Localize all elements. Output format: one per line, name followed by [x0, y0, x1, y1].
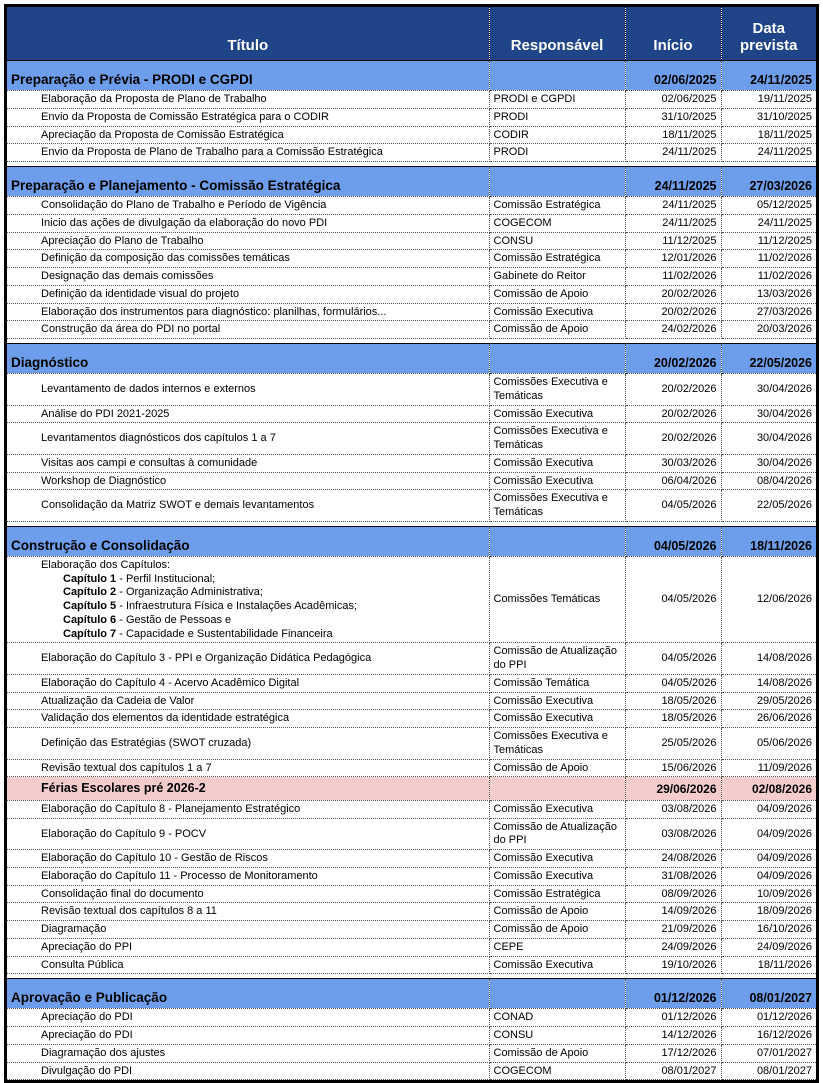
- section-prevista-date: 27/03/2026: [721, 167, 816, 197]
- section-title: Preparação e Prévia - PRODI e CGPDI: [7, 61, 489, 91]
- task-title-cell: [7, 126, 489, 144]
- start-date-cell: 15/06/2026: [625, 759, 721, 777]
- start-date-cell: 02/06/2025: [625, 91, 721, 109]
- due-date-cell: 05/06/2026: [721, 728, 816, 760]
- section-inicio-date: 20/02/2026: [625, 344, 721, 374]
- responsible-cell: [489, 777, 625, 801]
- start-date-cell: 25/05/2026: [625, 728, 721, 760]
- table-row: [7, 710, 816, 728]
- table-row: [7, 214, 816, 232]
- due-date-cell: 04/09/2026: [721, 867, 816, 885]
- schedule-table-frame: [4, 4, 819, 1083]
- start-date-cell: 29/06/2026: [625, 777, 721, 801]
- task-title-cell: [7, 285, 489, 303]
- start-date-cell: 18/11/2025: [625, 126, 721, 144]
- due-date-cell: 31/10/2025: [721, 108, 816, 126]
- task-title-cell: [7, 956, 489, 974]
- table-row: [7, 800, 816, 818]
- due-date-cell: 04/09/2026: [721, 850, 816, 868]
- table-row: [7, 1044, 816, 1062]
- start-date-cell: 24/09/2026: [625, 938, 721, 956]
- due-date-cell: 18/09/2026: [721, 903, 816, 921]
- task-title-text: Atualização da Cadeia de Valor: [41, 694, 195, 707]
- chapter-label: Capítulo 1: [63, 572, 117, 585]
- responsible-cell: Comissões Executiva e Temáticas: [489, 728, 625, 760]
- task-title-text: Construção da área do PDI no portal: [41, 323, 221, 336]
- responsible-cell: CONSU: [489, 1027, 625, 1045]
- section-header-row: [7, 344, 816, 374]
- task-title-cell: [7, 818, 489, 850]
- responsible-cell: Comissões Executiva e Temáticas: [489, 490, 625, 522]
- schedule-table: [7, 7, 816, 1080]
- task-title-cell: [7, 867, 489, 885]
- section-responsavel-empty: [489, 526, 625, 556]
- task-title-cell: [7, 556, 489, 643]
- task-title-text: Apreciação do Plano de Trabalho: [41, 234, 204, 247]
- table-row: [7, 643, 816, 675]
- due-date-cell: 13/03/2026: [721, 285, 816, 303]
- start-date-cell: 20/02/2026: [625, 405, 721, 423]
- due-date-cell: 04/09/2026: [721, 818, 816, 850]
- responsible-cell: Gabinete do Reitor: [489, 268, 625, 286]
- task-title-text: Apreciação do PPI: [41, 940, 133, 953]
- chapter-label: Capítulo 5: [63, 600, 117, 612]
- task-title-cell: [7, 91, 489, 109]
- section-inicio-date: 24/11/2025: [625, 167, 721, 197]
- start-date-cell: 12/01/2026: [625, 250, 721, 268]
- responsible-cell: Comissão Estratégica: [489, 250, 625, 268]
- start-date-cell: 31/10/2025: [625, 108, 721, 126]
- due-date-cell: 26/06/2026: [721, 710, 816, 728]
- responsible-cell: COGECOM: [489, 214, 625, 232]
- task-title-text: Consulta Pública: [41, 958, 124, 971]
- task-title-line: [41, 600, 486, 614]
- task-title-cell: [7, 232, 489, 250]
- due-date-cell: 18/11/2026: [721, 956, 816, 974]
- responsible-cell: Comissões Temáticas: [489, 556, 625, 643]
- task-title-text: Elaboração do Capítulo 11 - Processo de Monitoramento: [41, 869, 318, 882]
- table-row: [7, 321, 816, 339]
- task-title-cell: [7, 454, 489, 472]
- start-date-cell: 20/02/2026: [625, 423, 721, 455]
- due-date-cell: 08/01/2027: [721, 1062, 816, 1080]
- table-row: [7, 423, 816, 455]
- start-date-cell: 24/11/2025: [625, 197, 721, 215]
- section-prevista-date: 24/11/2025: [721, 61, 816, 91]
- start-date-cell: 24/11/2025: [625, 214, 721, 232]
- task-title-cell: [7, 938, 489, 956]
- start-date-cell: 11/12/2025: [625, 232, 721, 250]
- task-title-cell: [7, 777, 489, 801]
- task-title-cell: [7, 710, 489, 728]
- column-header-row: [7, 7, 816, 61]
- responsible-cell: Comissão de Apoio: [489, 285, 625, 303]
- start-date-cell: 04/05/2026: [625, 643, 721, 675]
- task-title-cell: [7, 250, 489, 268]
- section-header-row: [7, 979, 816, 1009]
- task-title-text: Consolidação da Matriz SWOT e demais levantamentos: [41, 499, 315, 512]
- table-row: [7, 405, 816, 423]
- table-row: [7, 374, 816, 406]
- start-date-cell: 08/01/2027: [625, 1062, 721, 1080]
- task-title-text: Inicio das ações de divulgação da elaboração do novo PDI: [41, 216, 328, 229]
- task-title-line: [41, 586, 486, 600]
- due-date-cell: 22/05/2026: [721, 490, 816, 522]
- table-row: [7, 903, 816, 921]
- section-title: Aprovação e Publicação: [7, 979, 489, 1009]
- due-date-cell: 16/10/2026: [721, 921, 816, 939]
- task-title-cell: [7, 423, 489, 455]
- task-title-text: Elaboração dos Capítulos:: [41, 558, 171, 571]
- responsible-cell: CONSU: [489, 232, 625, 250]
- task-title-text: Elaboração dos instrumentos para diagnóstico: planilhas, formulários...: [41, 305, 387, 318]
- task-title-cell: [7, 490, 489, 522]
- task-title-text: Elaboração do Capítulo 3 - PPI e Organização Didática Pedagógica: [41, 652, 372, 665]
- section-responsavel-empty: [489, 979, 625, 1009]
- table-row: [7, 818, 816, 850]
- task-title-text: Elaboração do Capítulo 4 - Acervo Acadêmico Digital: [41, 676, 300, 689]
- table-row: [7, 867, 816, 885]
- task-title-text: Férias Escolares pré 2026-2: [41, 781, 206, 796]
- due-date-cell: 29/05/2026: [721, 692, 816, 710]
- table-row: [7, 692, 816, 710]
- start-date-cell: 24/08/2026: [625, 850, 721, 868]
- due-date-cell: 24/09/2026: [721, 938, 816, 956]
- task-title-text: - Capacidade e Sustentabilidade Financeira: [116, 627, 333, 640]
- due-date-cell: 27/03/2026: [721, 303, 816, 321]
- start-date-cell: 01/12/2026: [625, 1009, 721, 1027]
- responsible-cell: Comissão Temática: [489, 674, 625, 692]
- responsible-cell: Comissão Executiva: [489, 454, 625, 472]
- due-date-cell: 30/04/2026: [721, 405, 816, 423]
- task-title-cell: [7, 303, 489, 321]
- table-row: [7, 674, 816, 692]
- task-title-text: Levantamentos diagnósticos dos capítulos 1 a 7: [41, 432, 276, 445]
- responsible-cell: CONAD: [489, 1009, 625, 1027]
- section-header-row: [7, 61, 816, 91]
- responsible-cell: Comissão Estratégica: [489, 885, 625, 903]
- task-title-cell: [7, 144, 489, 162]
- task-title-line: [41, 628, 486, 642]
- task-title-text: Designação das demais comissões: [41, 270, 214, 282]
- responsible-cell: CEPE: [489, 938, 625, 956]
- task-title-cell: [7, 268, 489, 286]
- task-title-cell: [7, 759, 489, 777]
- section-header-row: [7, 526, 816, 556]
- start-date-cell: 24/02/2026: [625, 321, 721, 339]
- task-title-line: [41, 559, 486, 573]
- section-title: Preparação e Planejamento - Comissão Estratégica: [7, 167, 489, 197]
- table-row: [7, 126, 816, 144]
- start-date-cell: 30/03/2026: [625, 454, 721, 472]
- column-header-data-prevista: Data prevista: [721, 7, 816, 61]
- task-title-text: Revisão textual dos capítulos 1 a 7: [41, 761, 212, 774]
- task-title-cell: [7, 214, 489, 232]
- table-row: [7, 938, 816, 956]
- task-title-text: Envio da Proposta de Comissão Estratégica para o CODIR: [41, 110, 329, 123]
- task-title-text: Workshop de Diagnóstico: [41, 474, 167, 487]
- due-date-cell: 01/12/2026: [721, 1009, 816, 1027]
- section-header-row: [7, 167, 816, 197]
- task-title-text: Elaboração do Capítulo 8 - Planejamento Estratégico: [41, 802, 301, 815]
- task-title-text: Levantamento de dados internos e externos: [41, 382, 256, 395]
- table-row: [7, 303, 816, 321]
- responsible-cell: Comissão Executiva: [489, 405, 625, 423]
- task-title-text: Apreciação do PDI: [41, 1029, 133, 1042]
- responsible-cell: Comissão Executiva: [489, 710, 625, 728]
- responsible-cell: CODIR: [489, 126, 625, 144]
- task-title-cell: [7, 692, 489, 710]
- start-date-cell: 24/11/2025: [625, 144, 721, 162]
- due-date-cell: 20/03/2026: [721, 321, 816, 339]
- table-row: [7, 885, 816, 903]
- table-row: [7, 250, 816, 268]
- responsible-cell: PRODI: [489, 144, 625, 162]
- due-date-cell: 19/11/2025: [721, 91, 816, 109]
- due-date-cell: 11/12/2025: [721, 232, 816, 250]
- table-row: [7, 490, 816, 522]
- task-title-cell: [7, 1009, 489, 1027]
- task-title-text: - Perfil Institucional;: [116, 572, 216, 585]
- due-date-cell: 11/02/2026: [721, 250, 816, 268]
- responsible-cell: PRODI e CGPDI: [489, 91, 625, 109]
- section-responsavel-empty: [489, 167, 625, 197]
- section-inicio-date: 02/06/2025: [625, 61, 721, 91]
- due-date-cell: 24/11/2025: [721, 144, 816, 162]
- task-title-cell: [7, 643, 489, 675]
- table-row: [7, 1009, 816, 1027]
- task-title-cell: [7, 374, 489, 406]
- chapter-label: Capítulo 7: [63, 627, 117, 640]
- responsible-cell: Comissão Executiva: [489, 867, 625, 885]
- task-title-cell: [7, 903, 489, 921]
- section-responsavel-empty: [489, 344, 625, 374]
- due-date-cell: 04/09/2026: [721, 800, 816, 818]
- responsible-cell: Comissões Executiva e Temáticas: [489, 374, 625, 406]
- task-title-text: Definição das Estratégias (SWOT cruzada): [41, 736, 252, 749]
- task-title-cell: [7, 674, 489, 692]
- task-title-cell: [7, 108, 489, 126]
- due-date-cell: 14/08/2026: [721, 643, 816, 675]
- table-row: [7, 759, 816, 777]
- start-date-cell: 14/09/2026: [625, 903, 721, 921]
- column-header-responsavel: Responsável: [489, 7, 625, 61]
- chapter-label: Capítulo 2: [63, 586, 117, 599]
- responsible-cell: COGECOM: [489, 1062, 625, 1080]
- start-date-cell: 17/12/2026: [625, 1044, 721, 1062]
- table-row: [7, 728, 816, 760]
- section-prevista-date: 08/01/2027: [721, 979, 816, 1009]
- table-row: [7, 1062, 816, 1080]
- table-row: [7, 454, 816, 472]
- due-date-cell: 14/08/2026: [721, 674, 816, 692]
- responsible-cell: Comissão Executiva: [489, 850, 625, 868]
- task-title-cell: [7, 1044, 489, 1062]
- holiday-row: [7, 777, 816, 801]
- section-inicio-date: 04/05/2026: [625, 526, 721, 556]
- due-date-cell: 07/01/2027: [721, 1044, 816, 1062]
- task-title-text: Divulgação do PDI: [41, 1064, 133, 1077]
- responsible-cell: Comissão Executiva: [489, 303, 625, 321]
- table-row: [7, 108, 816, 126]
- due-date-cell: 24/11/2025: [721, 214, 816, 232]
- task-title-text: Consolidação do Plano de Trabalho e Período de Vigência: [41, 199, 327, 211]
- start-date-cell: 08/09/2026: [625, 885, 721, 903]
- table-row: [7, 850, 816, 868]
- responsible-cell: Comissão Estratégica: [489, 197, 625, 215]
- start-date-cell: 20/02/2026: [625, 374, 721, 406]
- due-date-cell: 30/04/2026: [721, 374, 816, 406]
- table-row: [7, 144, 816, 162]
- start-date-cell: 03/08/2026: [625, 800, 721, 818]
- task-title-text: Apreciação da Proposta de Comissão Estratégica: [41, 128, 284, 141]
- section-prevista-date: 18/11/2026: [721, 526, 816, 556]
- task-title-text: Elaboração do Capítulo 10 - Gestão de Riscos: [41, 852, 268, 865]
- task-title-text: Elaboração do Capítulo 9 - POCV: [41, 827, 207, 840]
- task-title-text: Consolidação final do documento: [41, 887, 204, 900]
- start-date-cell: 20/02/2026: [625, 303, 721, 321]
- task-title-cell: [7, 197, 489, 215]
- start-date-cell: 11/02/2026: [625, 268, 721, 286]
- section-inicio-date: 01/12/2026: [625, 979, 721, 1009]
- table-row: [7, 956, 816, 974]
- responsible-cell: Comissão de Apoio: [489, 903, 625, 921]
- table-row: [7, 1027, 816, 1045]
- task-title-text: Visitas aos campi e consultas à comunidade: [41, 456, 258, 469]
- start-date-cell: 21/09/2026: [625, 921, 721, 939]
- section-title: Construção e Consolidação: [7, 526, 489, 556]
- task-title-text: Diagramação: [41, 923, 107, 936]
- table-row: [7, 91, 816, 109]
- start-date-cell: 04/05/2026: [625, 556, 721, 643]
- responsible-cell: Comissão de Apoio: [489, 759, 625, 777]
- chapter-label: Capítulo 6: [63, 613, 117, 626]
- task-title-cell: [7, 321, 489, 339]
- table-row: [7, 197, 816, 215]
- responsible-cell: Comissão Executiva: [489, 956, 625, 974]
- start-date-cell: 18/05/2026: [625, 692, 721, 710]
- due-date-cell: 10/09/2026: [721, 885, 816, 903]
- table-row: [7, 232, 816, 250]
- responsible-cell: Comissão Executiva: [489, 472, 625, 490]
- task-title-text: Apreciação do PDI: [41, 1011, 133, 1024]
- responsible-cell: Comissão de Apoio: [489, 321, 625, 339]
- section-title: Diagnóstico: [7, 344, 489, 374]
- schedule-table-body: [7, 61, 816, 1080]
- column-header-titulo: Título: [7, 7, 489, 61]
- task-title-cell: [7, 850, 489, 868]
- due-date-cell: 05/12/2025: [721, 197, 816, 215]
- task-title-cell: [7, 921, 489, 939]
- task-title-text: - Organização Administrativa;: [116, 586, 263, 599]
- task-title-cell: [7, 885, 489, 903]
- responsible-cell: Comissão Executiva: [489, 692, 625, 710]
- due-date-cell: 11/02/2026: [721, 268, 816, 286]
- table-row: [7, 556, 816, 643]
- task-title-line: [41, 614, 486, 628]
- responsible-cell: Comissão de Apoio: [489, 1044, 625, 1062]
- responsible-cell: PRODI: [489, 108, 625, 126]
- task-title-text: Validação dos elementos da identidade estratégica: [41, 712, 290, 725]
- start-date-cell: 19/10/2026: [625, 956, 721, 974]
- start-date-cell: 14/12/2026: [625, 1027, 721, 1045]
- due-date-cell: 30/04/2026: [721, 454, 816, 472]
- task-title-text: Diagramação dos ajustes: [41, 1046, 166, 1059]
- task-title-text: Elaboração da Proposta de Plano de Trabalho: [41, 93, 267, 105]
- column-header-inicio: Início: [625, 7, 721, 61]
- task-title-cell: [7, 800, 489, 818]
- table-row: [7, 472, 816, 490]
- start-date-cell: 20/02/2026: [625, 285, 721, 303]
- task-title-text: Envio da Proposta de Plano de Trabalho para a Comissão Estratégica: [41, 146, 383, 159]
- start-date-cell: 06/04/2026: [625, 472, 721, 490]
- task-title-text: - Infraestrutura Física e Instalações Acadêmicas;: [116, 600, 358, 612]
- task-title-text: Análise do PDI 2021-2025: [41, 407, 170, 420]
- table-row: [7, 285, 816, 303]
- start-date-cell: 03/08/2026: [625, 818, 721, 850]
- start-date-cell: 04/05/2026: [625, 674, 721, 692]
- due-date-cell: 12/06/2026: [721, 556, 816, 643]
- task-title-text: - Gestão de Pessoas e: [116, 613, 232, 626]
- start-date-cell: 31/08/2026: [625, 867, 721, 885]
- task-title-cell: [7, 405, 489, 423]
- due-date-cell: 30/04/2026: [721, 423, 816, 455]
- responsible-cell: Comissão Executiva: [489, 800, 625, 818]
- task-title-cell: [7, 472, 489, 490]
- table-row: [7, 268, 816, 286]
- task-title-cell: [7, 1027, 489, 1045]
- responsible-cell: Comissão de Apoio: [489, 921, 625, 939]
- table-row: [7, 921, 816, 939]
- due-date-cell: 08/04/2026: [721, 472, 816, 490]
- task-title-text: Revisão textual dos capítulos 8 a 11: [41, 905, 217, 918]
- due-date-cell: 16/12/2026: [721, 1027, 816, 1045]
- due-date-cell: 02/08/2026: [721, 777, 816, 801]
- task-title-cell: [7, 1062, 489, 1080]
- task-title-cell: [7, 728, 489, 760]
- start-date-cell: 04/05/2026: [625, 490, 721, 522]
- task-title-text: Definição da identidade visual do projeto: [41, 287, 240, 300]
- section-responsavel-empty: [489, 61, 625, 91]
- responsible-cell: Comissão de Atualização do PPI: [489, 818, 625, 850]
- responsible-cell: Comissões Executiva e Temáticas: [489, 423, 625, 455]
- responsible-cell: Comissão de Atualização do PPI: [489, 643, 625, 675]
- due-date-cell: 11/09/2026: [721, 759, 816, 777]
- section-prevista-date: 22/05/2026: [721, 344, 816, 374]
- start-date-cell: 18/05/2026: [625, 710, 721, 728]
- due-date-cell: 18/11/2025: [721, 126, 816, 144]
- task-title-text: Definição da composição das comissões temáticas: [41, 252, 290, 265]
- task-title-line: [41, 573, 486, 587]
